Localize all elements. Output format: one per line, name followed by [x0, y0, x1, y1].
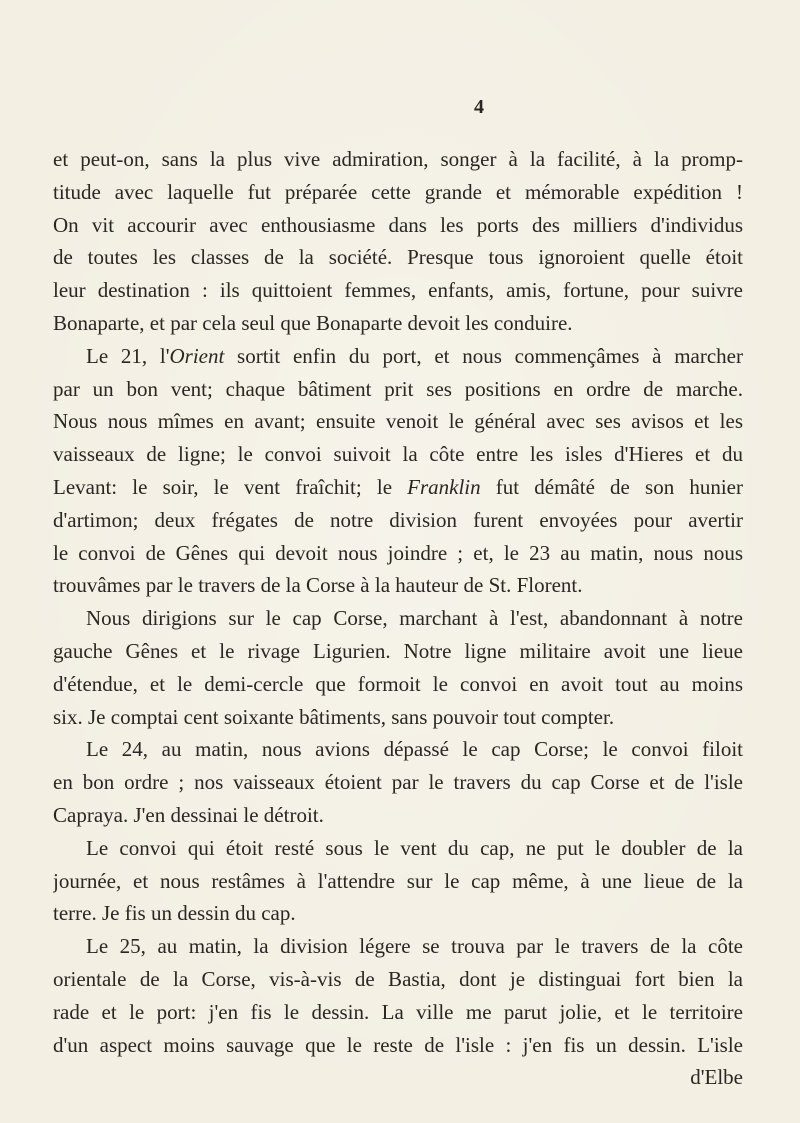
text-line: On vit accourir avec enthousiasme dans les ports des milliers d'individus — [53, 212, 743, 237]
paragraph-5 — [53, 832, 743, 930]
text-line: par un bon vent; chaque bâtiment prit ses positions en ordre de marche. — [53, 376, 743, 401]
text-line — [53, 471, 743, 504]
text-line: leur destination : ils quittoient femmes, enfants, amis, fortune, pour suivre — [53, 278, 743, 303]
text-line: vaisseaux de ligne; le convoi suivoit la côte entre les isles d'Hieres et du — [53, 442, 743, 467]
text-line: terre. Je fis un dessin du cap. — [53, 901, 296, 926]
text-fragment: Levant: le soir, le vent fraîchit; le — [53, 474, 408, 499]
catchword: d'Elbe — [690, 1065, 743, 1090]
ship-name: Orient — [169, 343, 225, 368]
text-line: Nous nous mîmes en avant; ensuite venoit le général avec ses avisos et les — [53, 409, 743, 434]
text-line: d'un aspect moins sauvage que le reste de l'isle : j'en fis un dessin. L'isle — [53, 1032, 743, 1057]
text-line: de toutes les classes de la société. Presque tous ignoroient quelle étoit — [53, 245, 743, 270]
text-fragment: Le 21, l' — [86, 343, 170, 368]
text-line: en bon ordre ; nos vaisseaux étoient par le travers du cap Corse et de l'isle — [53, 770, 743, 795]
text-line: gauche Gênes et le rivage Ligurien. Notre ligne militaire avoit une lieue — [53, 638, 743, 663]
paragraph-2 — [53, 340, 743, 602]
page-number: 4 — [474, 96, 484, 118]
text-line: Capraya. J'en dessinai le détroit. — [53, 802, 324, 827]
text-line: titude avec laquelle fut préparée cette grande et mémorable expédition ! — [53, 179, 743, 204]
text-line: d'étendue, et le demi-cercle que formoit le convoi en avoit tout au moins — [53, 671, 743, 696]
body-text — [53, 143, 743, 1094]
text-line: le convoi de Gênes qui devoit nous joindre ; et, le 23 au matin, nous nous — [53, 540, 743, 565]
text-line: rade et le port: j'en fis le dessin. La ville me parut jolie, et le territoire — [53, 999, 743, 1024]
text-line: et peut-on, sans la plus vive admiration, songer à la facilité, à la promp- — [53, 147, 743, 171]
text-line: d'artimon; deux frégates de notre division furent envoyées pour avertir — [53, 507, 743, 532]
text-fragment: fut démâté de son hunier — [480, 474, 743, 499]
text-line: six. Je comptai cent soixante bâtiments, sans pouvoir tout compter. — [53, 704, 615, 729]
text-line: Le convoi qui étoit resté sous le vent du cap, ne put le doubler de la — [86, 835, 743, 860]
text-line — [53, 340, 743, 373]
text-line: Bonaparte, et par cela seul que Bonaparte devoit les conduire. — [53, 310, 573, 335]
paragraph-4 — [53, 733, 743, 831]
paragraph-1 — [53, 143, 743, 340]
text-line: Le 24, au matin, nous avions dépassé le cap Corse; le convoi filoit — [86, 737, 743, 762]
ship-name: Franklin — [407, 474, 481, 499]
text-line: journée, et nous restâmes à l'attendre sur le cap même, à une lieue de la — [53, 868, 743, 893]
text-fragment: sortit enfin du port, et nous commençâmes à marcher — [224, 343, 743, 368]
paragraph-6 — [53, 930, 743, 1094]
text-line: Nous dirigions sur le cap Corse, marchant à l'est, abandonnant à notre — [86, 606, 743, 631]
text-line: trouvâmes par le travers de la Corse à la hauteur de St. Florent. — [53, 573, 583, 598]
text-line: Le 25, au matin, la division légere se trouva par le travers de la côte — [86, 934, 743, 959]
paragraph-3 — [53, 602, 743, 733]
text-line: orientale de la Corse, vis-à-vis de Bastia, dont je distinguai fort bien la — [53, 966, 743, 991]
